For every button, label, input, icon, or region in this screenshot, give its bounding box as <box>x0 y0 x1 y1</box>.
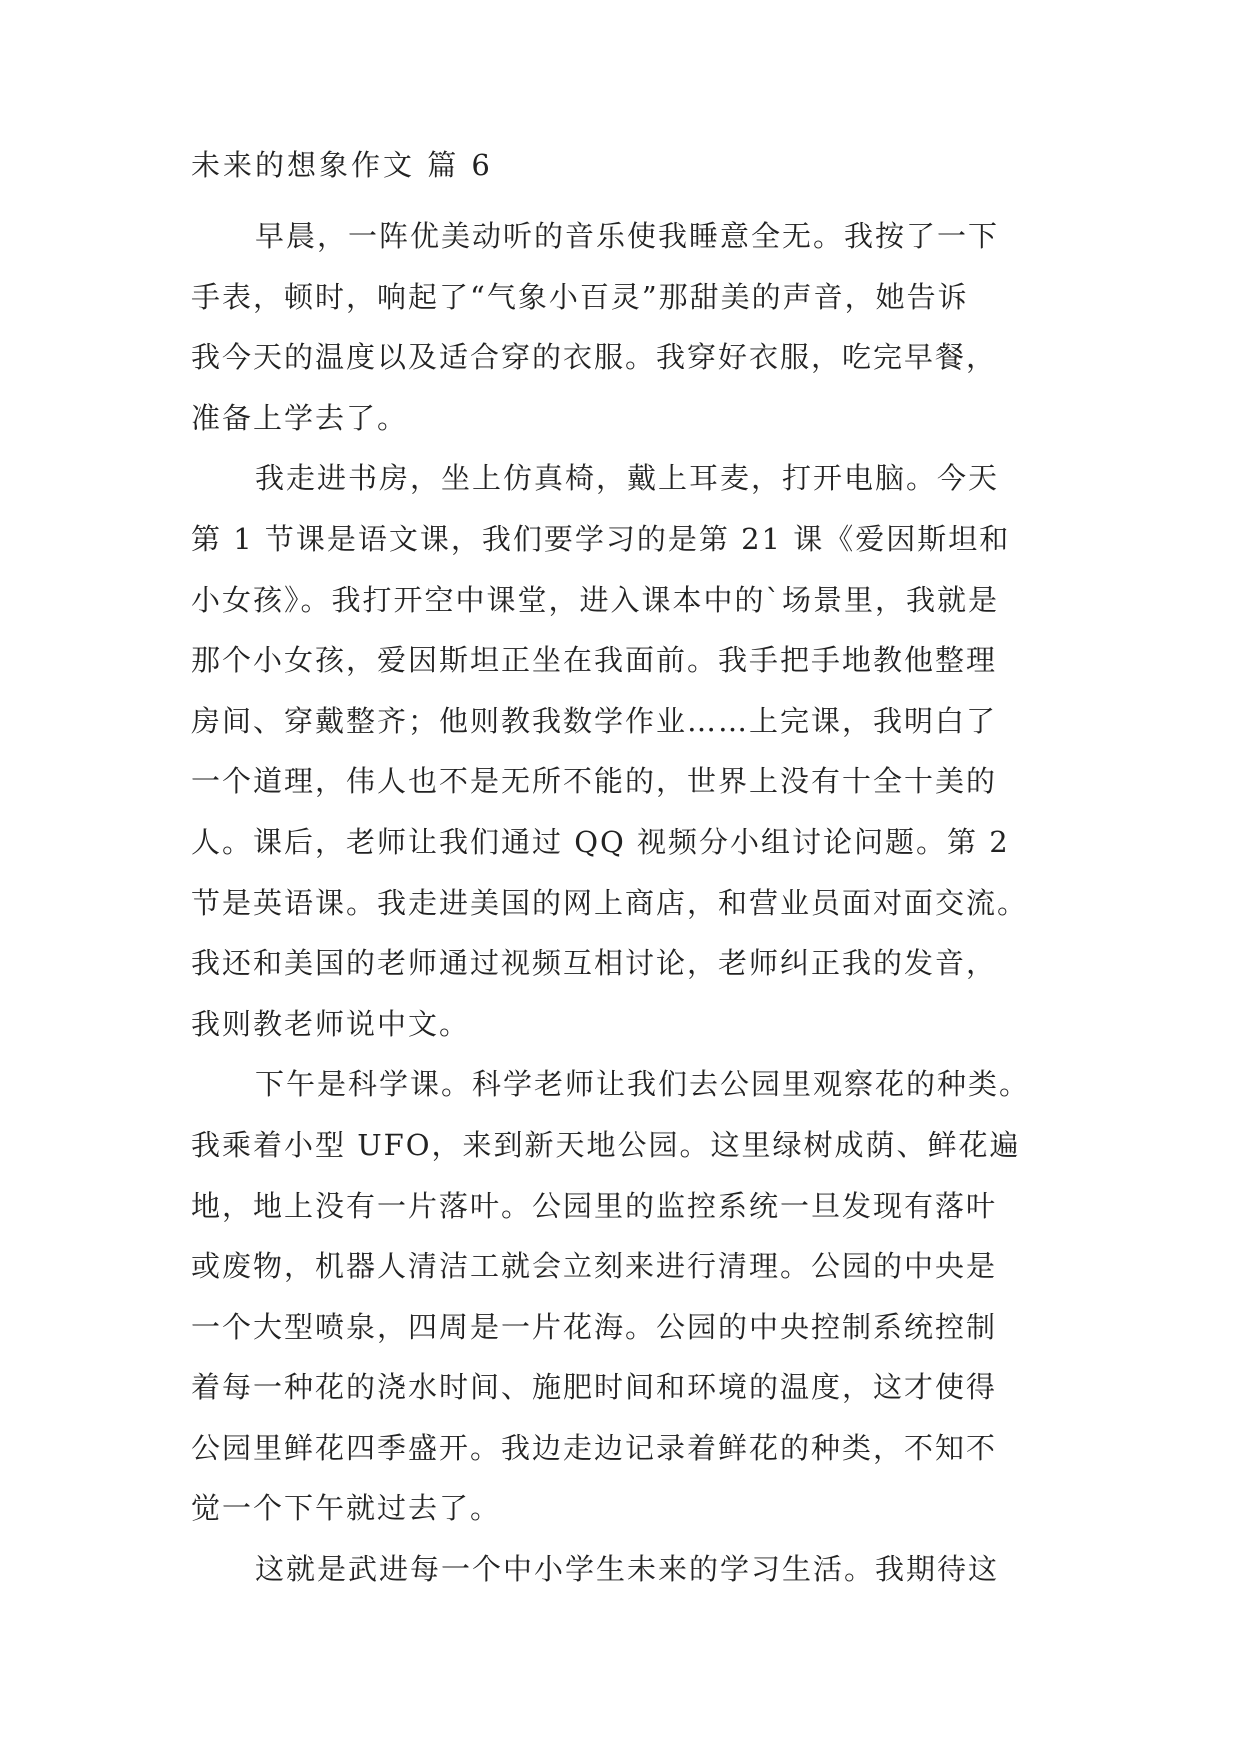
text-line: 或废物，机器人清洁工就会立刻来进行清理。公园的中央是 <box>191 1249 998 1284</box>
essay-title: 未来的想象作文 篇 6 <box>191 148 493 182</box>
text-line: 手表，顿时，响起了“气象小百灵”那甜美的声音，她告诉 <box>191 279 969 314</box>
text-line: 公园里鲜花四季盛开。我边走边记录着鲜花的种类，不知不 <box>191 1430 998 1465</box>
text-line: 这就是武进每一个中小学生未来的学习生活。我期待这 <box>255 1552 1000 1587</box>
text-line: 那个小女孩，爱因斯坦正坐在我面前。我手把手地教他整理 <box>191 643 998 678</box>
paragraph-1 <box>191 206 1051 448</box>
text-line: 准备上学去了。 <box>191 400 409 435</box>
text-line: 一个大型喷泉，四周是一片花海。公园的中央控制系统控制 <box>191 1309 998 1344</box>
text-line: 第 1 节课是语文课，我们要学习的是第 21 课《爱因斯坦和 <box>191 521 1011 556</box>
text-line: 我还和美国的老师通过视频互相讨论，老师纠正我的发音， <box>191 946 998 981</box>
text-line: 我今天的温度以及适合穿的衣服。我穿好衣服，吃完早餐， <box>191 340 998 375</box>
text-line: 节是英语课。我走进美国的网上商店，和营业员面对面交流。 <box>191 885 1029 920</box>
paragraph-4 <box>191 1539 1051 1600</box>
text-line: 房间、穿戴整齐；他则教我数学作业……上完课，我明白了 <box>191 703 998 738</box>
text-line: 地，地上没有一片落叶。公园里的监控系统一旦发现有落叶 <box>191 1188 998 1223</box>
essay-body <box>191 148 1051 1600</box>
text-line: 下午是科学课。科学老师让我们去公园里观察花的种类。 <box>255 1067 1031 1102</box>
paragraph-2 <box>191 448 1051 1054</box>
text-line: 我则教老师说中文。 <box>191 1006 471 1041</box>
text-line: 早晨，一阵优美动听的音乐使我睡意全无。我按了一下 <box>255 219 1000 253</box>
text-line: 着每一种花的浇水时间、施肥时间和环境的温度，这才使得 <box>191 1370 998 1405</box>
paragraph-3 <box>191 1054 1051 1539</box>
text-line: 觉一个下午就过去了。 <box>191 1491 502 1526</box>
text-line: 我乘着小型 UFO，来到新天地公园。这里绿树成荫、鲜花遍 <box>191 1127 1021 1162</box>
text-line: 人。课后，老师让我们通过 QQ 视频分小组讨论问题。第 2 <box>191 824 1010 859</box>
text-line: 我走进书房，坐上仿真椅，戴上耳麦，打开电脑。今天 <box>255 461 1000 496</box>
text-line: 一个道理，伟人也不是无所不能的，世界上没有十全十美的 <box>191 764 998 799</box>
text-line: 小女孩》。我打开空中课堂，进入课本中的`场景里，我就是 <box>191 582 1000 617</box>
